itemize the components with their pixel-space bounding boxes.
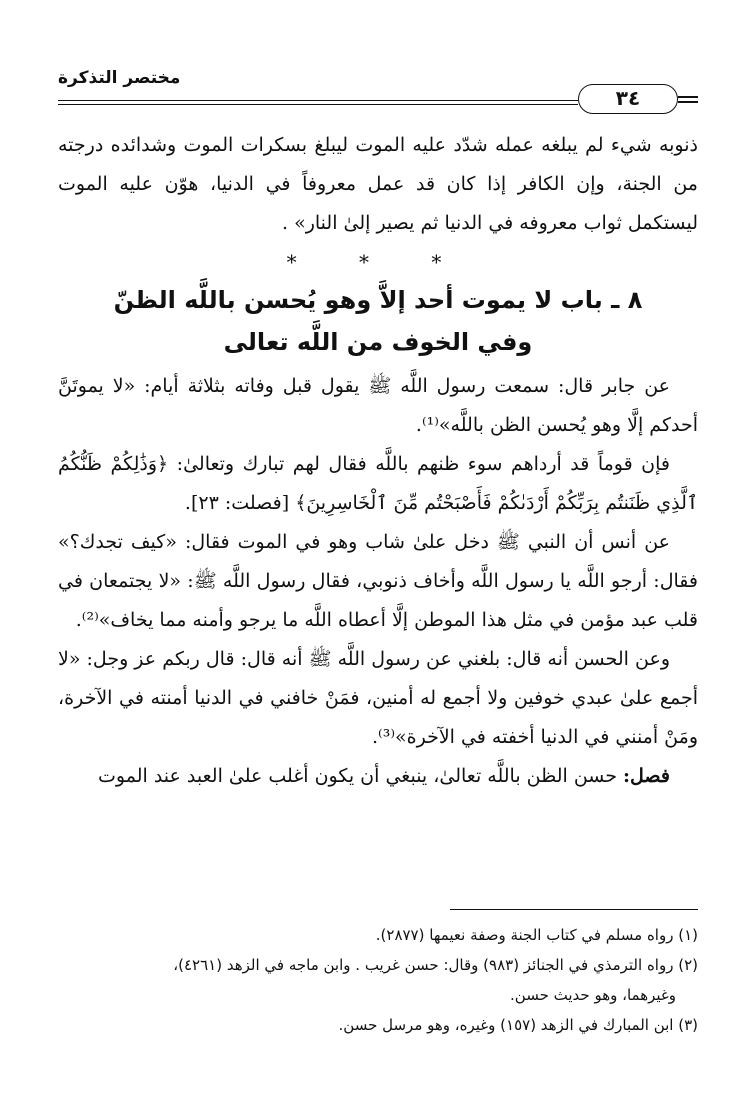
page-number-ornament-lower xyxy=(678,101,698,103)
chapter-heading xyxy=(58,279,698,363)
footnote-1: (١) رواه مسلم في كتاب الجنة وصفة نعيمها (٢٨٧٧). xyxy=(375,926,698,944)
paragraph-anas-hadith: عن أنس أن النبي ﷺ دخل علىٰ شاب وهو في الموت فقال: «كيف تجدك؟» فقال: أرجو اللَّه يا رسول اللَّه وأخاف ذنوبي، فقال رسول اللَّه ﷺ: «لا يجتمعان في قلب عبد مؤمن في مثل هذا الموطن إلَّا أعطاه اللَّه ما يرجو وأمنه مما يخاف»⁽²⁾. xyxy=(58,531,698,631)
footnotes xyxy=(58,920,698,1040)
header-rule-inner xyxy=(58,104,578,105)
paragraph-hasan-hadith: وعن الحسن أنه قال: بلغني عن رسول اللَّه ﷺ أنه قال: قال ربكم عز وجل: «لا أجمع علىٰ عبدي خوفين ولا أجمع له أمنين، فمَنْ خافني في الدنيا أمنته في الآخرة، ومَنْ أمنني في الدنيا أخفته في الآخرة»⁽³⁾. xyxy=(58,648,698,748)
fasl-text: حسن الظن باللَّه تعالىٰ، ينبغي أن يكون أغلب علىٰ العبد عند الموت xyxy=(98,765,624,787)
running-header-title: مختصر التذكرة xyxy=(58,68,181,88)
paragraph-jabir-hadith: عن جابر قال: سمعت رسول اللَّه ﷺ يقول قبل وفاته بثلاثة أيام: «لا يموتَنَّ أحدكم إلَّا وهو يُحسن الظن باللَّه»⁽¹⁾. xyxy=(58,375,698,436)
footnote-separator xyxy=(450,909,698,910)
paragraph-continuation: ذنوبه شيء لم يبلغه عمله شدّد عليه الموت ليبلغ بسكرات الموت وشدائده درجته من الجنة، وإن الكافر إذا كان قد عمل معروفاً في الدنيا، هوّن عليه الموت ليستكمل ثواب معروفه في الدنيا ثم يصير إلىٰ النار» . xyxy=(58,134,698,234)
page-number: ٣٤ xyxy=(578,84,678,114)
header-rule xyxy=(58,100,578,101)
footnote-2-continuation: وغيرهما، وهو حديث حسن. xyxy=(510,986,676,1004)
chapter-heading-line-2: وفي الخوف من اللَّه تعالى xyxy=(223,328,533,356)
main-text xyxy=(58,126,698,796)
paragraph-fasl xyxy=(58,757,698,796)
footnote-3: (٣) ابن المبارك في الزهد (١٥٧) وغيره، وهو مرسل حسن. xyxy=(338,1016,698,1034)
footnote-2: (٢) رواه الترمذي في الجنائز (٩٨٣) وقال: حسن غريب . وابن ماجه في الزهد (٤٢٦١)، xyxy=(173,956,698,974)
fasl-label: فصل: xyxy=(623,765,670,787)
page-number-ornament xyxy=(678,96,698,98)
section-separator-stars: * * * xyxy=(286,250,470,274)
chapter-heading-line-1: ٨ ـ باب لا يموت أحد إلاَّ وهو يُحسن باللَّه الظنّ xyxy=(113,286,643,314)
paragraph-quran-verse: فإن قوماً قد أرداهم سوء ظنهم باللَّه فقال لهم تبارك وتعالىٰ: ﴿وَذَٰلِكُمْ ظَنُّكُمُ ٱلَّذِي ظَنَنتُم بِرَبِّكُمْ أَرْدَىٰكُمْ فَأَصْبَحْتُم مِّنَ ٱلْخَاسِرِينَ﴾ [فصلت: ٢٣]. xyxy=(58,453,698,514)
